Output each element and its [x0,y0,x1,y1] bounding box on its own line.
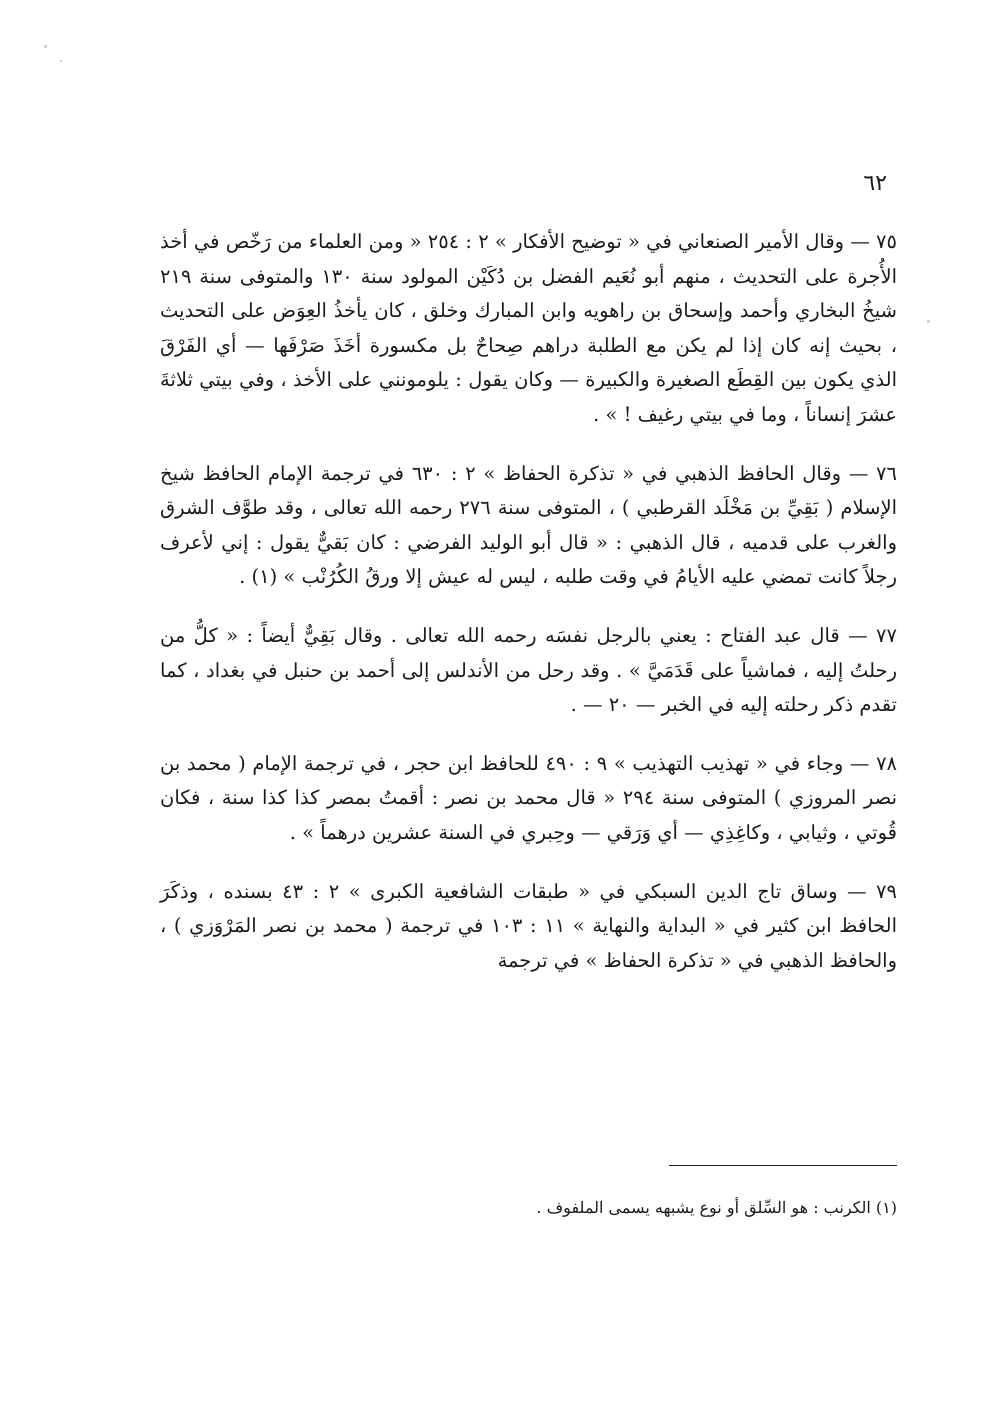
page-number: ٦٢ [863,171,887,196]
scan-speck [44,45,47,48]
paragraph-79: ٧٩ — وساق تاج الدين السبكي في « طبقات الشافعية الكبرى » ٢ : ٤٣ بسنده ، وذكَرَ الحافظ ابن كثير في « البداية والنهاية » ١١ : ١٠٣ في ترجمة ( محمد بن نصر المَرْوَزي ) ، والحافظ الذهبي في « تذكرة الحفاظ » في ترجمة [160,879,897,972]
main-text [160,225,897,1002]
scan-speck [927,320,930,323]
paragraph-77: ٧٧ — قال عبد الفتاح : يعني بالرجل نفسَه رحمه الله تعالى . وقال بَقِيٌّ أيضاً : « كلُّ من رحلتُ إليه ، فماشياً على قَدَمَيَّ » . وقد رحل من الأندلس إلى أحمد بن حنبل في بغداد ، كما تقدم ذكر رحلته إليه في الخبر — ٢٠ — . [160,623,897,717]
paragraph-75: ٧٥ — وقال الأمير الصنعاني في « توضيح الأفكار » ٢ : ٢٥٤ « ومن العلماء من رَخّص في أخذ الأُجرة على التحديث ، منهم أبو نُعَيم الفضل بن دُكَيْن المولود سنة ١٣٠ والمتوفى سنة ٢١٩ شيخُ البخاري وأحمد وإسحاق بن راهويه وابن المبارك وخلق ، كان يأخذُ العِوَض على التحديث ، بحيث إنه كان إذا لم يكن مع الطلبة دراهم صِحاحٌ بل مكسورة أخَذَ صَرْفَها — أي الفَرْقَ الذي يكون بين القِطَع الصغيرة والكبيرة — وكان يقول : يلومونني على الأخذ ، وفي بيتي ثلاثةَ عشرَ إنساناً ، وما في بيتي رغيف ! » . [160,230,898,426]
footnote: (١) الكرنب : هو السِّلق أو نوع يشبهه يسمى الملفوف . [536,1198,897,1217]
paragraph-76: ٧٦ — وقال الحافظ الذهبي في « تذكرة الحفاظ » ٢ : ٦٣٠ في ترجمة الإمام الحافظ شيخ الإسلام ( بَقِيِّ بن مَخْلَد القرطبي ) ، المتوفى سنة ٢٧٦ رحمه الله تعالى ، وقد طوَّف الشرق والغرب على قدميه ، قال الذهبي : « قال أبو الوليد الفرضي : كان بَقيٌّ يقول : إني لأعرف رجلاً كانت تمضي عليه الأيامُ في وقت طلبه ، ليس له عيش إلا ورقُ الكُرُنْب » (١) . [160,461,897,589]
paragraph-78: ٧٨ — وجاء في « تهذيب التهذيب » ٩ : ٤٩٠ للحافظ ابن حجر ، في ترجمة الإمام ( محمد بن نصر المروزي ) المتوفى سنة ٢٩٤ « قال محمد بن نصر : أقمتُ بمصر كذا كذا سنة ، فكان قُوتي ، وثيابي ، وكاغِذِي — أي وَرَقي — وحِبري في السنة عشرين درهماً » . [160,751,898,844]
scan-speck [60,60,62,62]
footnote-divider [669,1165,897,1166]
